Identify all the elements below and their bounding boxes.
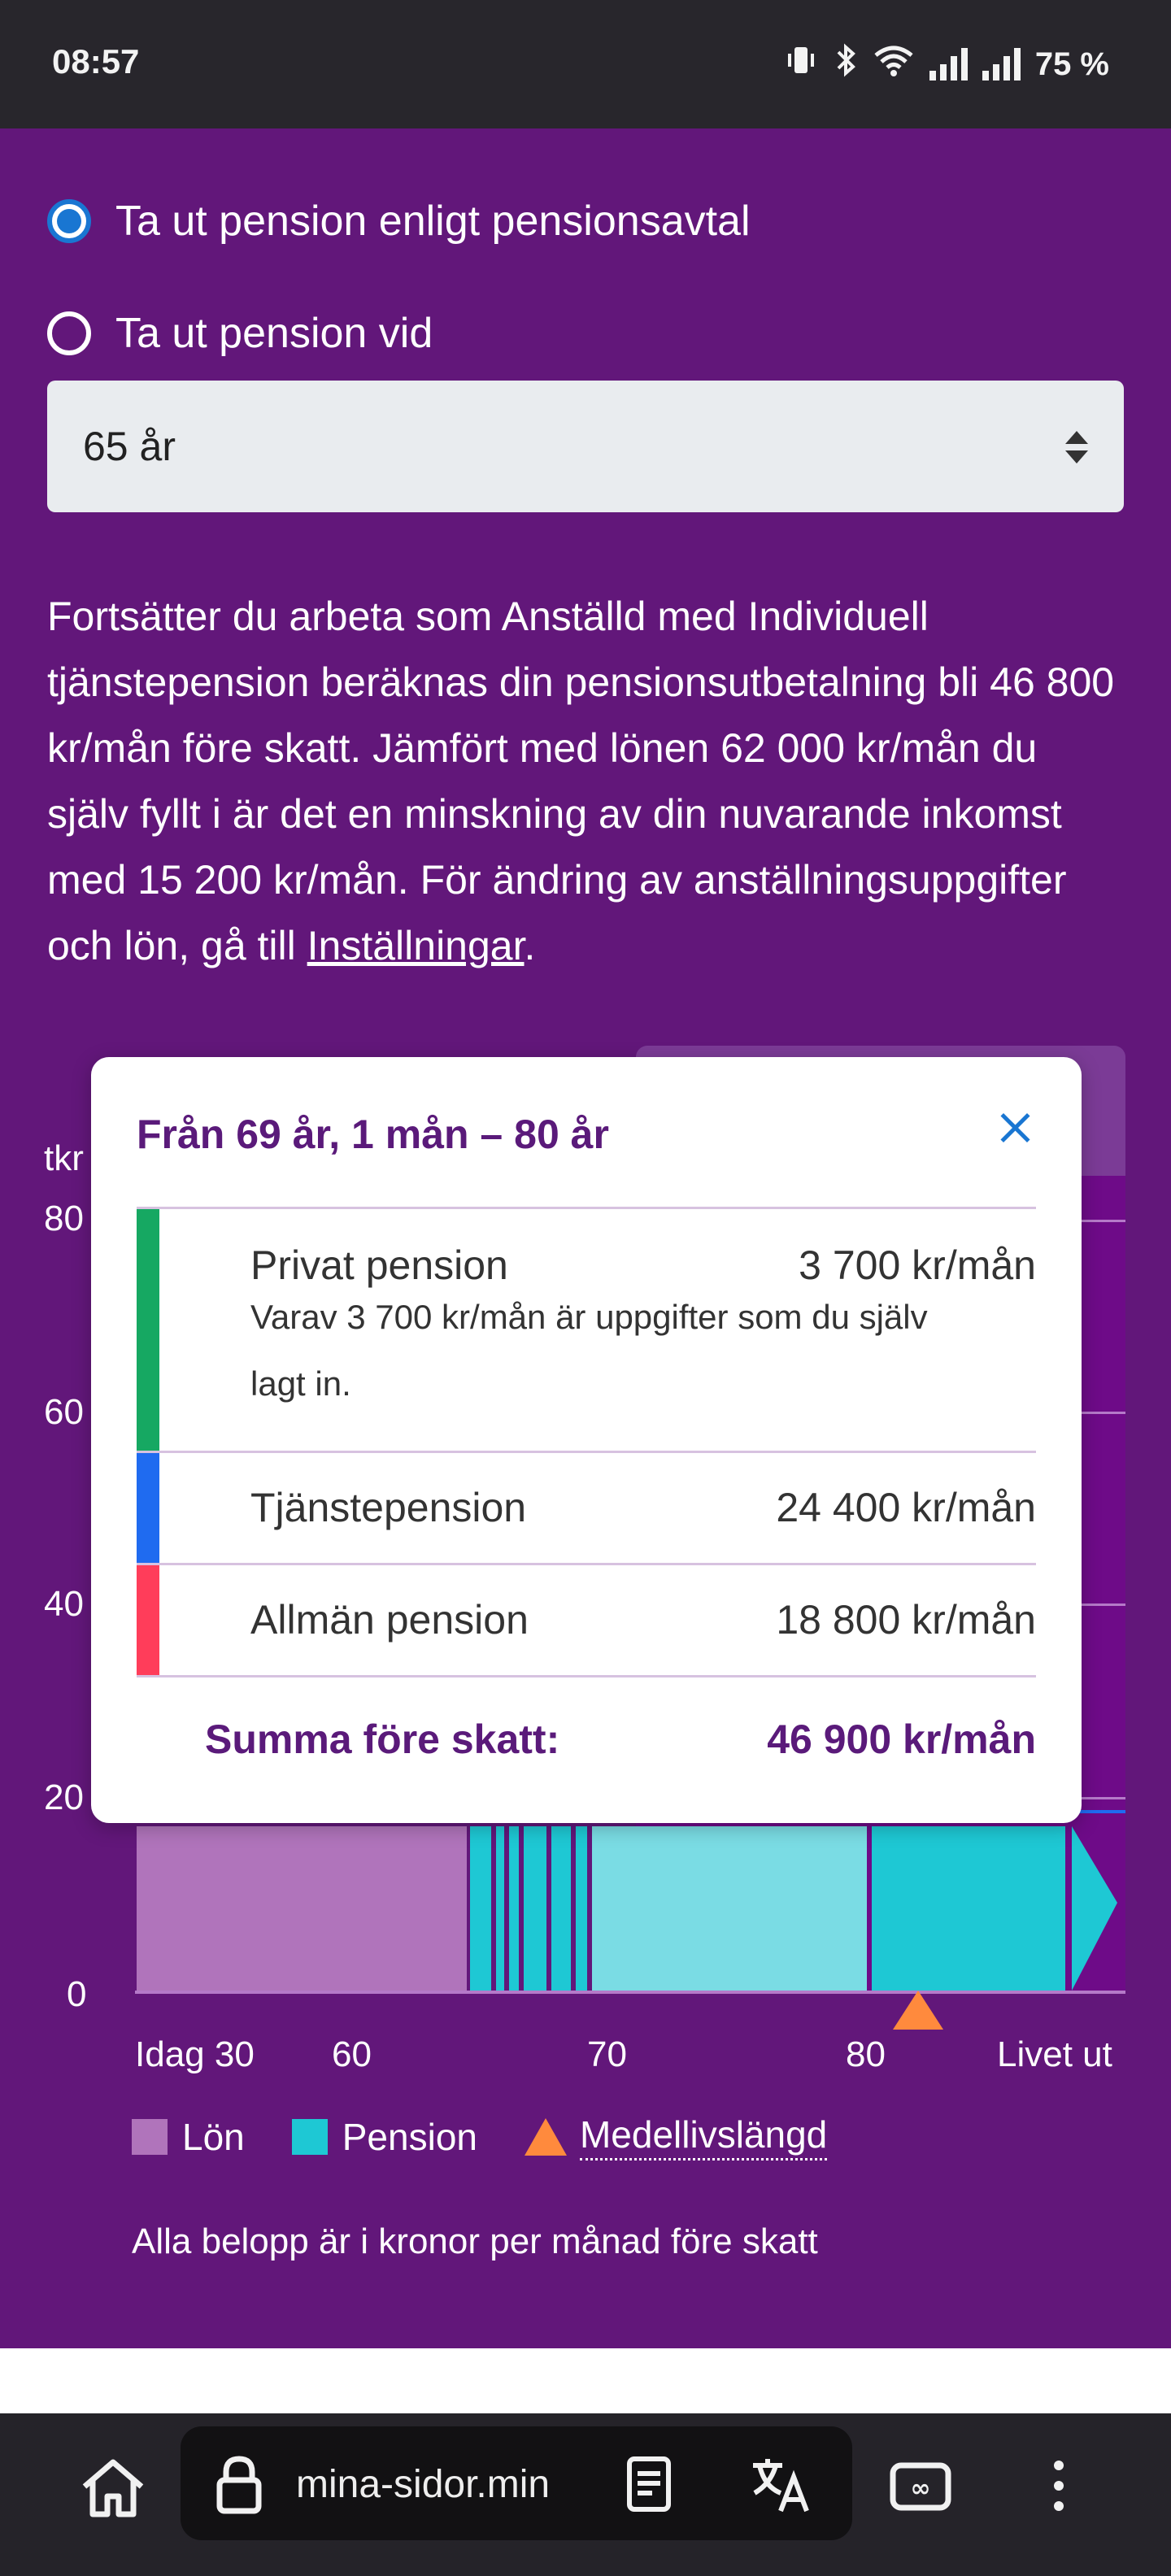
y-tick-label: 60 (44, 1392, 84, 1432)
y-unit-label: tkr (44, 1138, 84, 1178)
legend-item-lon (132, 2115, 245, 2159)
status-time: 08:57 (52, 42, 140, 80)
y-tick-label: 40 (44, 1584, 84, 1624)
reader-mode-icon[interactable] (625, 2456, 673, 2517)
svg-text:∞: ∞ (910, 2474, 931, 2503)
row-amount: 24 400 kr/mån (776, 1485, 1036, 1530)
signal-icon (929, 48, 968, 80)
battery-percentage: 75 % (1034, 46, 1109, 82)
allman-pension-color-bar (137, 1565, 159, 1675)
close-icon[interactable] (995, 1107, 1036, 1148)
medellivslangd-marker[interactable] (890, 1987, 947, 2033)
wifi-icon (873, 42, 915, 86)
x-tick-label: Livet ut (997, 2034, 1112, 2074)
popup-row-privat-pension (137, 1207, 1036, 1451)
radio-option-pensionsavtal[interactable] (47, 197, 751, 246)
radio-button[interactable] (47, 311, 91, 355)
bluetooth-icon (834, 42, 858, 86)
info-body: Fortsätter du arbeta som Anställd med Individuell tjänstepension beräknas din pensionsutbetalning bli 46 800 kr/mån före skatt. Jämfört med lönen 62 000 kr/mån du själv fyllt i är det en minskning av din nuvarande inkomst med 15 200 kr/mån. För ändring av anställningsuppgifter och lön, gå till (47, 594, 1115, 968)
status-icons (783, 42, 1109, 86)
amounts-footnote: Alla belopp är i kronor per månad före skatt (132, 2221, 818, 2261)
more-options-icon[interactable] (1043, 2457, 1075, 2518)
info-end: . (524, 923, 536, 968)
url-text: mina-sidor.min (296, 2463, 551, 2506)
y-tick-label: 80 (44, 1199, 84, 1238)
row-label: Allmän pension (250, 1597, 529, 1643)
legend-label: Pension (342, 2115, 477, 2158)
row-note: Varav 3 700 kr/mån är uppgifter som du själv lagt in. (250, 1298, 928, 1403)
age-select[interactable] (47, 381, 1124, 512)
popup-title: Från 69 år, 1 mån – 80 år (137, 1112, 609, 1157)
tabs-icon[interactable] (888, 2454, 953, 2523)
triangle-icon (525, 2118, 567, 2156)
legend-label: Lön (182, 2115, 245, 2158)
x-tick-label: 80 (846, 2034, 886, 2074)
x-tick-label: 70 (587, 2034, 627, 2074)
radio-button-selected[interactable] (47, 199, 91, 243)
sum-amount: 46 900 kr/mån (767, 1717, 1036, 1762)
chart-baseline (135, 1991, 1125, 1994)
vibrate-icon (783, 42, 819, 86)
radio-option-age[interactable] (47, 309, 433, 358)
pension-details-popup (91, 1057, 1082, 1823)
privat-pension-color-bar (137, 1209, 159, 1451)
radio-label: Ta ut pension enligt pensionsavtal (115, 198, 751, 245)
browser-toolbar (0, 2413, 1171, 2576)
lon-swatch (132, 2119, 168, 2155)
radio-label: Ta ut pension vid (115, 310, 433, 357)
row-label: Tjänstepension (250, 1485, 527, 1530)
y-tick-label: 20 (44, 1778, 84, 1817)
pension-swatch (292, 2119, 328, 2155)
lock-icon (213, 2454, 265, 2518)
x-tick-label: 60 (332, 2034, 372, 2074)
page-bottom-section (0, 2348, 1171, 2413)
translate-icon[interactable] (750, 2454, 812, 2518)
home-icon[interactable] (78, 2456, 148, 2525)
chart-legend (132, 2113, 874, 2160)
tjanstepension-color-bar (137, 1453, 159, 1563)
popup-sum-divider (137, 1675, 1036, 1677)
signal-icon (982, 48, 1021, 80)
popup-row-allman-pension (137, 1563, 1036, 1675)
x-tick-label: Idag 30 (135, 2034, 255, 2074)
settings-link[interactable]: Inställningar (307, 923, 525, 968)
pension-info-text (47, 584, 1129, 979)
row-amount: 18 800 kr/mån (776, 1597, 1036, 1643)
y-tick-label: 0 (67, 1974, 87, 2014)
legend-label[interactable]: Medellivslängd (580, 2113, 827, 2160)
row-amount: 3 700 kr/mån (799, 1242, 1036, 1288)
status-bar (0, 0, 1171, 128)
legend-item-medellivslangd[interactable] (525, 2113, 827, 2160)
popup-row-tjanstepension (137, 1451, 1036, 1563)
legend-item-pension (292, 2115, 477, 2159)
sum-label: Summa före skatt: (205, 1717, 560, 1762)
row-label: Privat pension (250, 1242, 508, 1288)
url-bar[interactable] (181, 2426, 852, 2540)
age-select-value: 65 år (83, 424, 176, 469)
